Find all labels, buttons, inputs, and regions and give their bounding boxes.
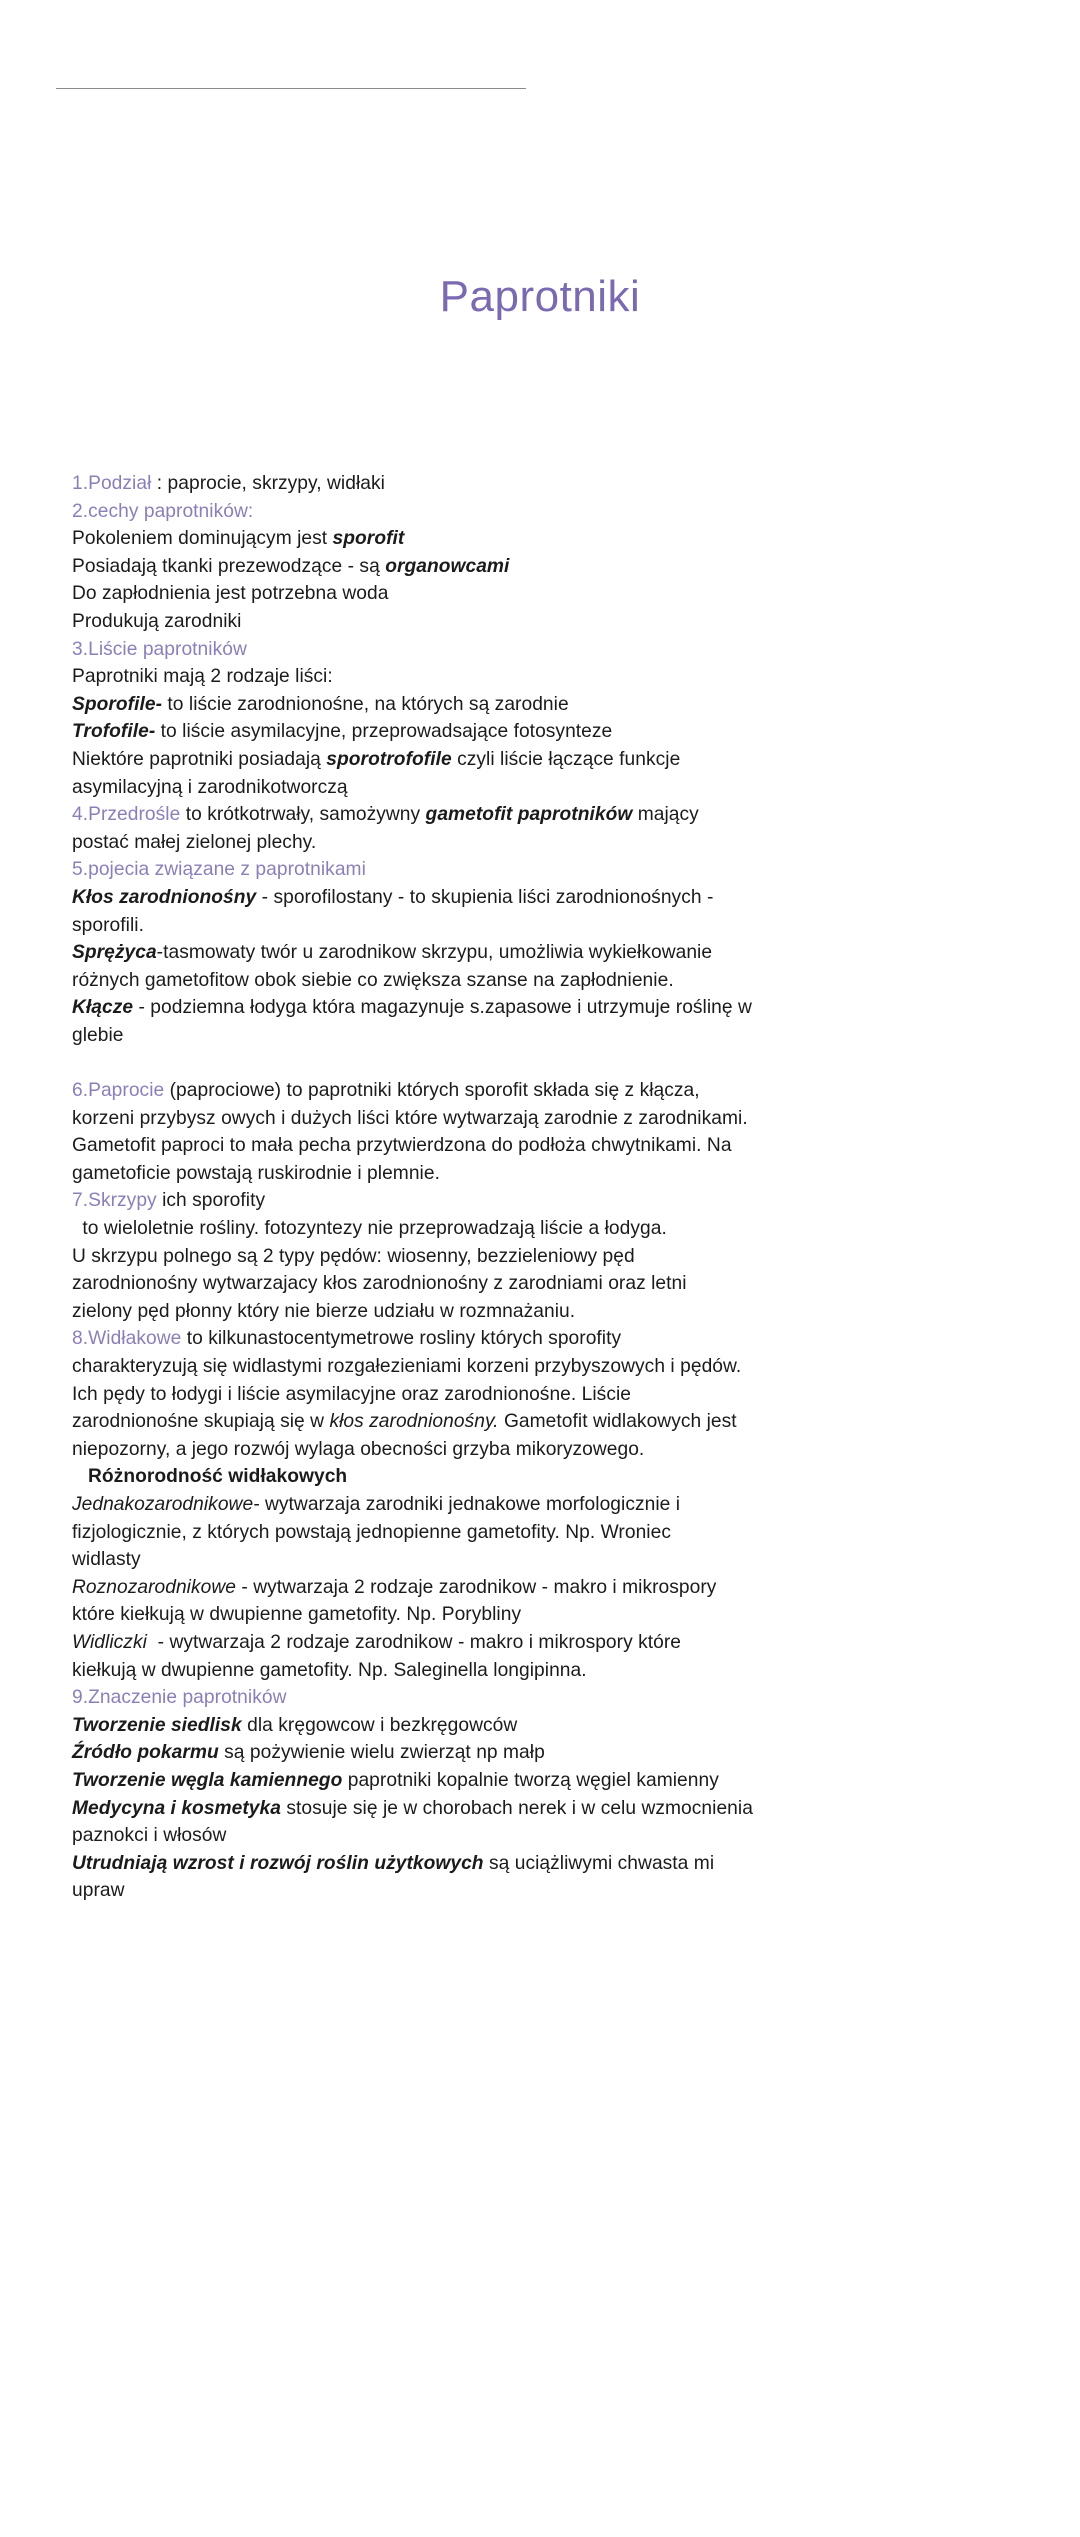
text-run: ich sporofity [156, 1190, 266, 1212]
body-line [72, 912, 1012, 940]
body-line [72, 1850, 1012, 1878]
emphasis-term: Sporofile- [72, 693, 163, 715]
section-heading-line [72, 1684, 1012, 1712]
section-heading-text: 7.Skrzypy [72, 1190, 157, 1212]
page-title: Paprotniki [439, 272, 641, 322]
body-line [72, 718, 1012, 746]
text-run: paprotniki kopalnie tworzą węgiel kamienny [342, 1769, 719, 1791]
emphasis-term: gametofit paprotników [425, 804, 633, 826]
section-heading-line [72, 498, 1012, 526]
text-run: zielony pęd płonny który nie bierze udziału w rozmnażaniu. [72, 1300, 576, 1322]
text-run: glebie [72, 1024, 124, 1046]
text-run: korzeni przybysz owych i dużych liści które wytwarzają zarodnie z zarodnikami. [72, 1107, 748, 1129]
emphasis-term: Sprężyca [72, 942, 157, 964]
text-run: to wieloletnie rośliny. fotozyntezy nie przeprowadzają liście a łodyga. [77, 1218, 667, 1240]
text-run: to kilkunastocentymetrowe rosliny których sporofity [181, 1328, 622, 1350]
body-line [72, 967, 1012, 995]
section-heading-text: 6.Paprocie [72, 1080, 165, 1102]
body-line [72, 1215, 1012, 1243]
text-run: różnych gametofitow obok siebie co zwiększa szanse na zapłodnienie. [72, 969, 674, 991]
text-run: są pożywienie wielu zwierząt np małp [218, 1742, 545, 1764]
text-run: Ich pędy to łodygi i liście asymilacyjne oraz zarodnionośne. Liście [72, 1383, 631, 1405]
text-run: paznokci i włosów [72, 1825, 227, 1847]
text-run: sporofili. [72, 914, 144, 936]
text-run: dla kręgowcow i bezkręgowców [241, 1714, 518, 1736]
italic-term: kłos zarodnionośny. [329, 1411, 499, 1433]
body-line [72, 663, 1012, 691]
text-run: mający [632, 804, 699, 826]
body-line [72, 1408, 1012, 1436]
text-run: fizjologicznie, z których powstają jednopienne gametofity. Np. Wroniec [72, 1521, 671, 1543]
section-heading-line [72, 1325, 1012, 1353]
text-run: charakteryzują się widlastymi rozgałezieniami korzeni przybyszowych i pędów. [72, 1356, 742, 1377]
body-line [72, 1243, 1012, 1271]
text-run: to krótkotrwały, samożywny [180, 804, 426, 826]
body-line [72, 1519, 1012, 1547]
body-line [72, 1629, 1012, 1657]
body-line [72, 994, 1012, 1022]
text-run: zarodnionośny wytwarzajacy kłos zarodnionośny z zarodniami oraz letni [72, 1273, 687, 1295]
text-run: czyli liście łączące funkcje [451, 748, 681, 770]
emphasis-term: Kłos zarodnionośny [72, 886, 257, 908]
emphasis-term: Medycyna i kosmetyka [72, 1797, 281, 1819]
body-line [72, 553, 1012, 581]
text-run: Posiadają tkanki prezewodzące - są [72, 555, 386, 577]
text-run: asymilacyjną i zarodnikotworczą [72, 776, 348, 798]
section-heading-text: 4.Przedrośle [72, 804, 181, 826]
body-line [72, 1022, 1012, 1050]
document-body [72, 470, 1012, 1905]
section-heading-line [72, 636, 1012, 664]
emphasis-term: sporotrofofile [326, 748, 452, 770]
body-line [72, 1353, 1012, 1381]
text-run: zarodnionośne skupiają się w [72, 1411, 330, 1433]
body-line [72, 1463, 1012, 1491]
text-run: Produkują zarodniki [72, 610, 242, 632]
body-line [72, 691, 1012, 719]
body-line [72, 829, 1012, 857]
emphasis-term: Tworzenie węgla kamiennego [72, 1769, 343, 1791]
emphasis-term: Trofofile- [72, 721, 156, 743]
text-run: (paprociowe) to paprotniki których sporofit składa się z kłącza, [164, 1080, 700, 1102]
text-run: które kiełkują w dwupienne gametofity. Np. Porybliny [72, 1604, 522, 1626]
body-line [72, 580, 1012, 608]
body-line [72, 1822, 1012, 1850]
body-line [72, 1657, 1012, 1685]
text-run: : paprocie, skrzypy, widłaki [151, 473, 385, 494]
body-line [72, 1739, 1012, 1767]
section-heading-text: 1.Podział [72, 473, 152, 494]
section-heading-text: 9.Znaczenie paprotników [72, 1687, 287, 1709]
body-line [72, 1767, 1012, 1795]
section-heading-line [72, 1187, 1012, 1215]
body-line [72, 1601, 1012, 1629]
text-run: widlasty [72, 1549, 141, 1571]
emphasis-term: sporofit [332, 528, 405, 550]
text-run: - podziemna łodyga która magazynuje s.zapasowe i utrzymuje roślinę w [133, 997, 752, 1019]
text-run: niepozorny, a jego rozwój wylaga obecności grzyba mikoryzowego. [72, 1438, 645, 1460]
italic-term: Roznozarodnikowe [72, 1576, 236, 1598]
text-run: stosuje się je w chorobach nerek i w celu wzmocnienia [280, 1797, 753, 1819]
emphasis-term: Źródło pokarmu [72, 1742, 219, 1764]
italic-term: Jednakozarodnikowe- [72, 1493, 260, 1515]
text-run: Do zapłodnienia jest potrzebna woda [72, 583, 389, 605]
text-run: to liście zarodnionośne, na których są zarodnie [162, 693, 569, 715]
text-run: Gametofit paproci to mała pecha przytwierdzona do podłoża chwytnikami. Na [72, 1135, 732, 1157]
body-line [72, 746, 1012, 774]
body-line [72, 1795, 1012, 1823]
emphasis-term: organowcami [385, 555, 510, 577]
text-run: Niektóre paprotniki posiadają [72, 748, 327, 770]
body-line [72, 774, 1012, 802]
body-line [72, 1491, 1012, 1519]
section-heading-text: 5.pojecia związane z paprotnikami [72, 859, 366, 881]
body-line [72, 1298, 1012, 1326]
body-line [72, 1105, 1012, 1133]
body-line [72, 525, 1012, 553]
section-heading-line [72, 801, 1012, 829]
text-run: Gametofit widlakowych jest [498, 1411, 737, 1433]
text-run: - wytwarzaja 2 rodzaje zarodnikow - makro i mikrospory [236, 1576, 717, 1598]
body-line [72, 1877, 1012, 1905]
section-heading-line [72, 1077, 1012, 1105]
text-run: to liście asymilacyjne, przeprowadsające fotosynteze [155, 721, 613, 743]
body-line [72, 1270, 1012, 1298]
section-heading-text: 2.cechy paprotników: [72, 500, 254, 522]
emphasis-term: Utrudniają wzrost i rozwój roślin użytkowych [72, 1852, 484, 1874]
body-line [72, 1132, 1012, 1160]
body-line [72, 884, 1012, 912]
section-heading-text: 8.Widłakowe [72, 1328, 182, 1350]
text-run: kiełkują w dwupienne gametofity. Np. Saleginella longipinna. [72, 1659, 587, 1681]
body-line [72, 608, 1012, 636]
text-run: Paprotniki mają 2 rodzaje liści: [72, 666, 333, 688]
body-line [72, 1574, 1012, 1602]
body-line [72, 1546, 1012, 1574]
text-run: Pokoleniem dominującym jest [72, 528, 333, 550]
section-heading-line [72, 856, 1012, 884]
body-line [72, 1712, 1012, 1740]
header-divider [56, 88, 526, 89]
text-run: - sporofilostany - to skupienia liści zarodnionośnych - [256, 886, 714, 908]
emphasis-term: Tworzenie siedlisk [72, 1714, 242, 1736]
emphasis-term: Różnorodność widłakowych [88, 1466, 348, 1488]
text-run: postać małej zielonej plechy. [72, 831, 317, 853]
body-line [72, 1160, 1012, 1188]
body-line [72, 939, 1012, 967]
body-line [72, 1436, 1012, 1464]
emphasis-term: Kłącze [72, 997, 134, 1019]
body-line [72, 1049, 1012, 1077]
text-run: są uciążliwymi chwasta mi [483, 1852, 715, 1874]
text-run: - wytwarzaja 2 rodzaje zarodnikow - makro i mikrospory które [152, 1631, 682, 1653]
section-heading-line [72, 470, 1012, 498]
text-run: U skrzypu polnego są 2 typy pędów: wiosenny, bezzieleniowy pęd [72, 1245, 635, 1267]
section-heading-text: 3.Liście paprotników [72, 638, 247, 660]
text-run: -tasmowaty twór u zarodnikow skrzypu, umożliwia wykiełkowanie [156, 942, 713, 964]
text-run: wytwarzaja zarodniki jednakowe morfologicznie i [259, 1493, 681, 1515]
text-run: gametoficie powstają ruskirodnie i plemnie. [72, 1162, 440, 1184]
body-line [72, 1381, 1012, 1409]
text-run: upraw [72, 1880, 125, 1902]
italic-term: Widliczki [72, 1631, 153, 1653]
